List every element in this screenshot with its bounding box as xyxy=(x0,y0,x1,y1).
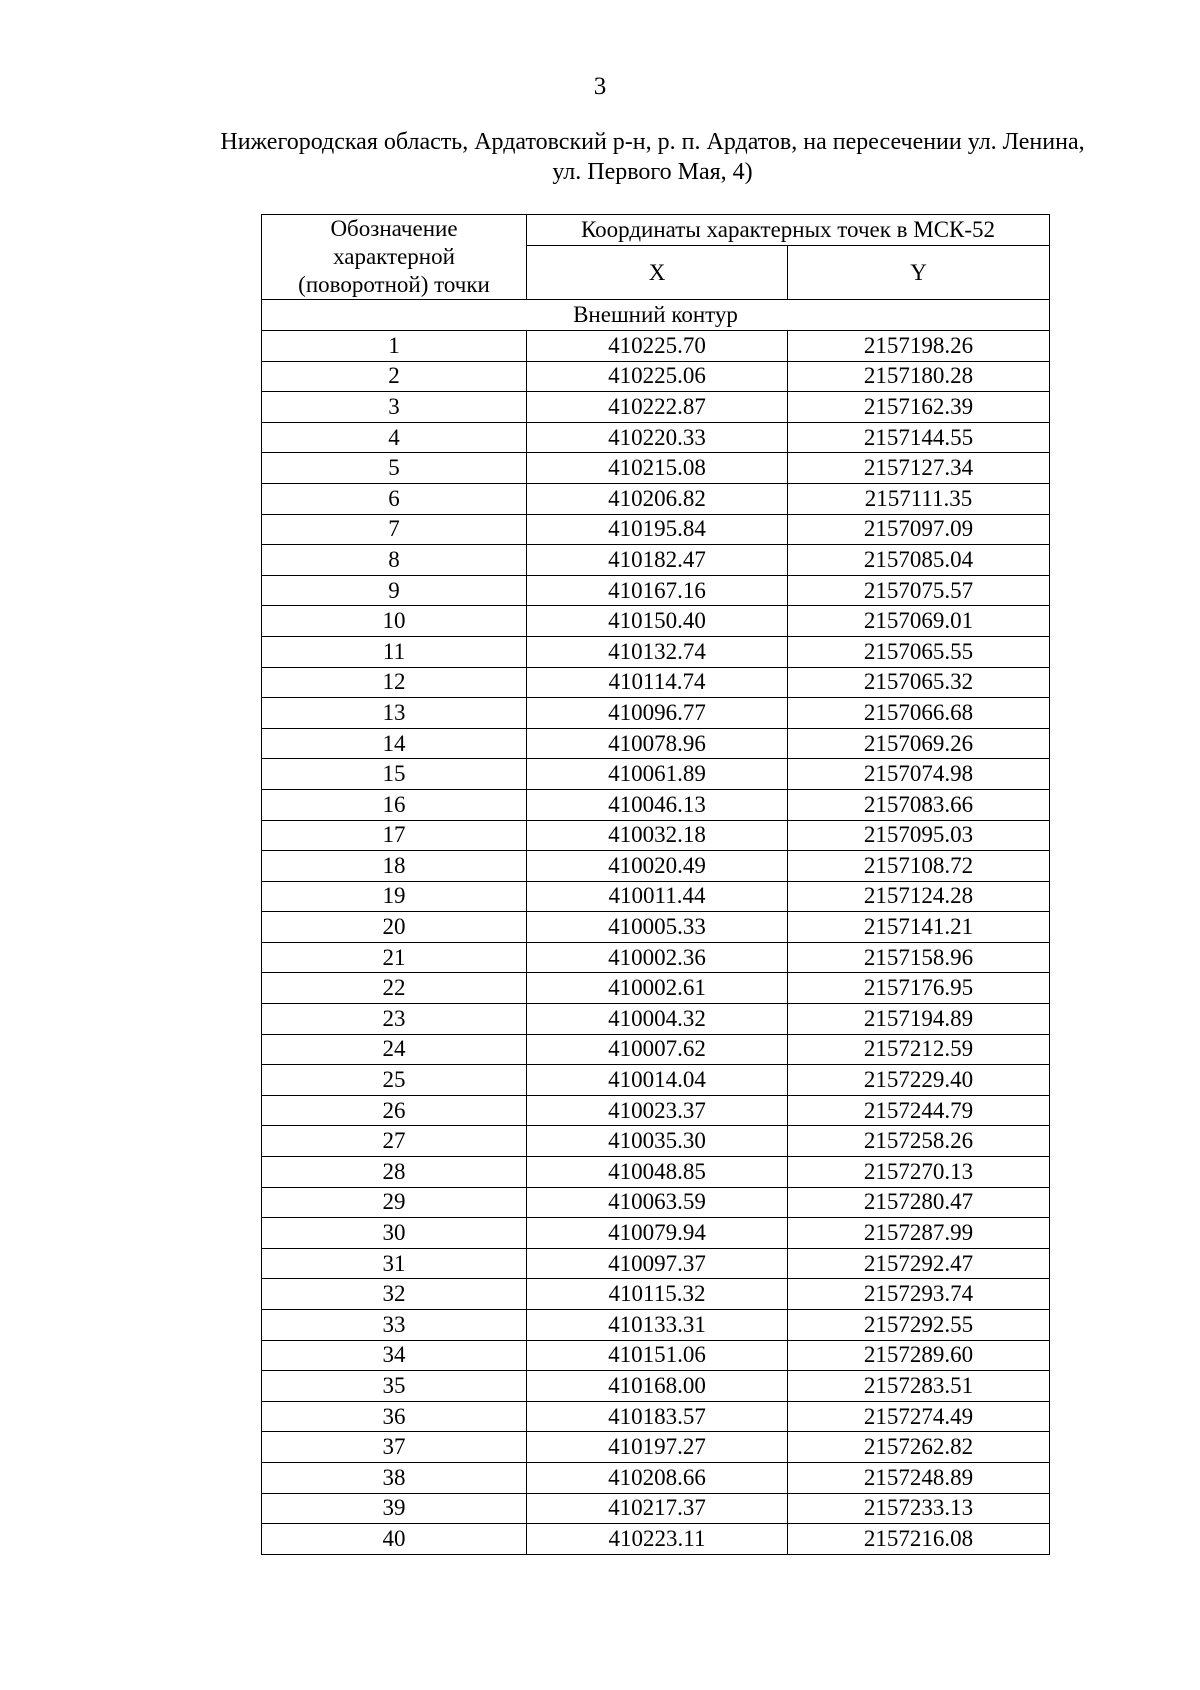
x-coordinate-cell: 410217.37 xyxy=(527,1493,788,1524)
y-coordinate-cell: 2157097.09 xyxy=(788,514,1050,545)
point-number-cell: 19 xyxy=(262,881,527,912)
table-row xyxy=(262,331,1050,362)
point-number-cell: 5 xyxy=(262,453,527,484)
table-row xyxy=(262,1462,1050,1493)
table-row xyxy=(262,942,1050,973)
y-coordinate-cell: 2157244.79 xyxy=(788,1095,1050,1126)
point-number-cell: 26 xyxy=(262,1095,527,1126)
point-number-cell: 25 xyxy=(262,1065,527,1096)
table-row xyxy=(262,545,1050,576)
table-row xyxy=(262,1340,1050,1371)
point-number-cell: 28 xyxy=(262,1157,527,1188)
x-coordinate-cell: 410183.57 xyxy=(527,1401,788,1432)
point-number-cell: 40 xyxy=(262,1524,527,1555)
point-number-cell: 6 xyxy=(262,483,527,514)
table-row xyxy=(262,667,1050,698)
y-coordinate-cell: 2157289.60 xyxy=(788,1340,1050,1371)
x-coordinate-cell: 410063.59 xyxy=(527,1187,788,1218)
y-coordinate-cell: 2157108.72 xyxy=(788,851,1050,882)
x-coordinate-cell: 410223.11 xyxy=(527,1524,788,1555)
point-number-cell: 16 xyxy=(262,789,527,820)
point-number-cell: 31 xyxy=(262,1248,527,1279)
point-number-cell: 12 xyxy=(262,667,527,698)
point-number-cell: 14 xyxy=(262,728,527,759)
point-number-cell: 15 xyxy=(262,759,527,790)
y-coordinate-cell: 2157287.99 xyxy=(788,1218,1050,1249)
x-coordinate-cell: 410115.32 xyxy=(527,1279,788,1310)
table-row xyxy=(262,514,1050,545)
y-coordinate-cell: 2157176.95 xyxy=(788,973,1050,1004)
x-coordinate-cell: 410208.66 xyxy=(527,1462,788,1493)
x-coordinate-cell: 410002.61 xyxy=(527,973,788,1004)
x-column-header: X xyxy=(527,246,788,300)
point-number-cell: 3 xyxy=(262,392,527,423)
coordinates-table xyxy=(261,214,1050,1555)
point-number-cell: 38 xyxy=(262,1462,527,1493)
table-row xyxy=(262,636,1050,667)
x-coordinate-cell: 410032.18 xyxy=(527,820,788,851)
y-coordinate-cell: 2157194.89 xyxy=(788,1004,1050,1035)
address-line-1: Нижегородская область, Ардатовский р-н, р. п. Ардатов, на пересечении ул. Ленина, xyxy=(220,129,1085,155)
table-body xyxy=(262,300,1050,1555)
x-coordinate-cell: 410023.37 xyxy=(527,1095,788,1126)
x-coordinate-cell: 410114.74 xyxy=(527,667,788,698)
point-number-cell: 34 xyxy=(262,1340,527,1371)
y-coordinate-cell: 2157127.34 xyxy=(788,453,1050,484)
address-heading xyxy=(205,127,1100,187)
y-coordinate-cell: 2157162.39 xyxy=(788,392,1050,423)
table-row xyxy=(262,912,1050,943)
table-row xyxy=(262,1095,1050,1126)
x-coordinate-cell: 410078.96 xyxy=(527,728,788,759)
point-number-cell: 8 xyxy=(262,545,527,576)
table-row xyxy=(262,851,1050,882)
table-row xyxy=(262,483,1050,514)
y-coordinate-cell: 2157283.51 xyxy=(788,1371,1050,1402)
y-coordinate-cell: 2157292.47 xyxy=(788,1248,1050,1279)
x-coordinate-cell: 410097.37 xyxy=(527,1248,788,1279)
table-row xyxy=(262,973,1050,1004)
table-row xyxy=(262,698,1050,729)
y-coordinate-cell: 2157212.59 xyxy=(788,1034,1050,1065)
x-coordinate-cell: 410005.33 xyxy=(527,912,788,943)
y-coordinate-cell: 2157065.55 xyxy=(788,636,1050,667)
table-row xyxy=(262,392,1050,423)
table-header xyxy=(262,215,1050,300)
table-row xyxy=(262,1065,1050,1096)
x-coordinate-cell: 410225.06 xyxy=(527,361,788,392)
address-line-2: ул. Первого Мая, 4) xyxy=(552,159,753,185)
x-coordinate-cell: 410151.06 xyxy=(527,1340,788,1371)
x-coordinate-cell: 410182.47 xyxy=(527,545,788,576)
x-coordinate-cell: 410011.44 xyxy=(527,881,788,912)
point-number-cell: 17 xyxy=(262,820,527,851)
y-coordinate-cell: 2157085.04 xyxy=(788,545,1050,576)
y-coordinate-cell: 2157144.55 xyxy=(788,422,1050,453)
table-row xyxy=(262,789,1050,820)
table-row xyxy=(262,575,1050,606)
table-row xyxy=(262,1157,1050,1188)
x-coordinate-cell: 410225.70 xyxy=(527,331,788,362)
y-coordinate-cell: 2157229.40 xyxy=(788,1065,1050,1096)
table-row xyxy=(262,1371,1050,1402)
x-coordinate-cell: 410079.94 xyxy=(527,1218,788,1249)
table-row xyxy=(262,606,1050,637)
table-row xyxy=(262,1310,1050,1341)
y-coordinate-cell: 2157198.26 xyxy=(788,331,1050,362)
table-row xyxy=(262,422,1050,453)
y-coordinate-cell: 2157292.55 xyxy=(788,1310,1050,1341)
point-number-cell: 36 xyxy=(262,1401,527,1432)
table-row xyxy=(262,728,1050,759)
point-number-cell: 9 xyxy=(262,575,527,606)
point-number-cell: 37 xyxy=(262,1432,527,1463)
x-coordinate-cell: 410014.04 xyxy=(527,1065,788,1096)
y-coordinate-cell: 2157075.57 xyxy=(788,575,1050,606)
y-coordinate-cell: 2157065.32 xyxy=(788,667,1050,698)
y-coordinate-cell: 2157280.47 xyxy=(788,1187,1050,1218)
table-row xyxy=(262,1248,1050,1279)
x-coordinate-cell: 410004.32 xyxy=(527,1004,788,1035)
point-number-cell: 33 xyxy=(262,1310,527,1341)
x-coordinate-cell: 410007.62 xyxy=(527,1034,788,1065)
y-coordinate-cell: 2157158.96 xyxy=(788,942,1050,973)
y-coordinate-cell: 2157180.28 xyxy=(788,361,1050,392)
table-row xyxy=(262,820,1050,851)
point-number-cell: 7 xyxy=(262,514,527,545)
y-coordinate-cell: 2157124.28 xyxy=(788,881,1050,912)
point-number-cell: 32 xyxy=(262,1279,527,1310)
table-row xyxy=(262,453,1050,484)
table-row xyxy=(262,361,1050,392)
y-coordinate-cell: 2157095.03 xyxy=(788,820,1050,851)
x-coordinate-cell: 410132.74 xyxy=(527,636,788,667)
point-number-cell: 24 xyxy=(262,1034,527,1065)
y-coordinate-cell: 2157216.08 xyxy=(788,1524,1050,1555)
y-coordinate-cell: 2157248.89 xyxy=(788,1462,1050,1493)
point-number-cell: 23 xyxy=(262,1004,527,1035)
x-coordinate-cell: 410133.31 xyxy=(527,1310,788,1341)
y-coordinate-cell: 2157274.49 xyxy=(788,1401,1050,1432)
x-coordinate-cell: 410168.00 xyxy=(527,1371,788,1402)
x-coordinate-cell: 410167.16 xyxy=(527,575,788,606)
point-number-cell: 2 xyxy=(262,361,527,392)
y-coordinate-cell: 2157258.26 xyxy=(788,1126,1050,1157)
x-coordinate-cell: 410150.40 xyxy=(527,606,788,637)
x-coordinate-cell: 410222.87 xyxy=(527,392,788,423)
y-coordinate-cell: 2157074.98 xyxy=(788,759,1050,790)
point-number-cell: 39 xyxy=(262,1493,527,1524)
y-coordinate-cell: 2157141.21 xyxy=(788,912,1050,943)
point-number-cell: 18 xyxy=(262,851,527,882)
y-coordinate-cell: 2157233.13 xyxy=(788,1493,1050,1524)
table-row xyxy=(262,1034,1050,1065)
point-number-cell: 21 xyxy=(262,942,527,973)
table-row xyxy=(262,1126,1050,1157)
table-row xyxy=(262,759,1050,790)
x-coordinate-cell: 410215.08 xyxy=(527,453,788,484)
table-row xyxy=(262,1218,1050,1249)
table-row xyxy=(262,1401,1050,1432)
x-coordinate-cell: 410195.84 xyxy=(527,514,788,545)
y-coordinate-cell: 2157069.01 xyxy=(788,606,1050,637)
x-coordinate-cell: 410061.89 xyxy=(527,759,788,790)
page-number: 3 xyxy=(593,73,607,100)
designation-header-line: Обозначение xyxy=(330,216,458,241)
x-coordinate-cell: 410046.13 xyxy=(527,789,788,820)
point-number-cell: 11 xyxy=(262,636,527,667)
y-coordinate-cell: 2157069.26 xyxy=(788,728,1050,759)
y-column-header: Y xyxy=(788,246,1050,300)
table-row xyxy=(262,881,1050,912)
y-coordinate-cell: 2157083.66 xyxy=(788,789,1050,820)
table-row xyxy=(262,1432,1050,1463)
coordinates-header: Координаты характерных точек в МСК-52 xyxy=(527,215,1050,246)
table-row xyxy=(262,1187,1050,1218)
designation-header xyxy=(262,215,527,300)
x-coordinate-cell: 410048.85 xyxy=(527,1157,788,1188)
designation-header-line: (поворотной) точки xyxy=(298,272,490,297)
x-coordinate-cell: 410002.36 xyxy=(527,942,788,973)
x-coordinate-cell: 410197.27 xyxy=(527,1432,788,1463)
point-number-cell: 20 xyxy=(262,912,527,943)
point-number-cell: 27 xyxy=(262,1126,527,1157)
x-coordinate-cell: 410035.30 xyxy=(527,1126,788,1157)
y-coordinate-cell: 2157270.13 xyxy=(788,1157,1050,1188)
y-coordinate-cell: 2157111.35 xyxy=(788,483,1050,514)
x-coordinate-cell: 410220.33 xyxy=(527,422,788,453)
section-title: Внешний контур xyxy=(262,300,1050,331)
point-number-cell: 22 xyxy=(262,973,527,1004)
table-row xyxy=(262,1524,1050,1555)
x-coordinate-cell: 410206.82 xyxy=(527,483,788,514)
point-number-cell: 30 xyxy=(262,1218,527,1249)
table-row xyxy=(262,1493,1050,1524)
y-coordinate-cell: 2157066.68 xyxy=(788,698,1050,729)
table-row xyxy=(262,1279,1050,1310)
point-number-cell: 10 xyxy=(262,606,527,637)
point-number-cell: 13 xyxy=(262,698,527,729)
table-row xyxy=(262,1004,1050,1035)
section-row xyxy=(262,300,1050,331)
y-coordinate-cell: 2157262.82 xyxy=(788,1432,1050,1463)
point-number-cell: 1 xyxy=(262,331,527,362)
point-number-cell: 29 xyxy=(262,1187,527,1218)
x-coordinate-cell: 410096.77 xyxy=(527,698,788,729)
designation-header-line: характерной xyxy=(333,244,455,269)
x-coordinate-cell: 410020.49 xyxy=(527,851,788,882)
point-number-cell: 4 xyxy=(262,422,527,453)
y-coordinate-cell: 2157293.74 xyxy=(788,1279,1050,1310)
point-number-cell: 35 xyxy=(262,1371,527,1402)
